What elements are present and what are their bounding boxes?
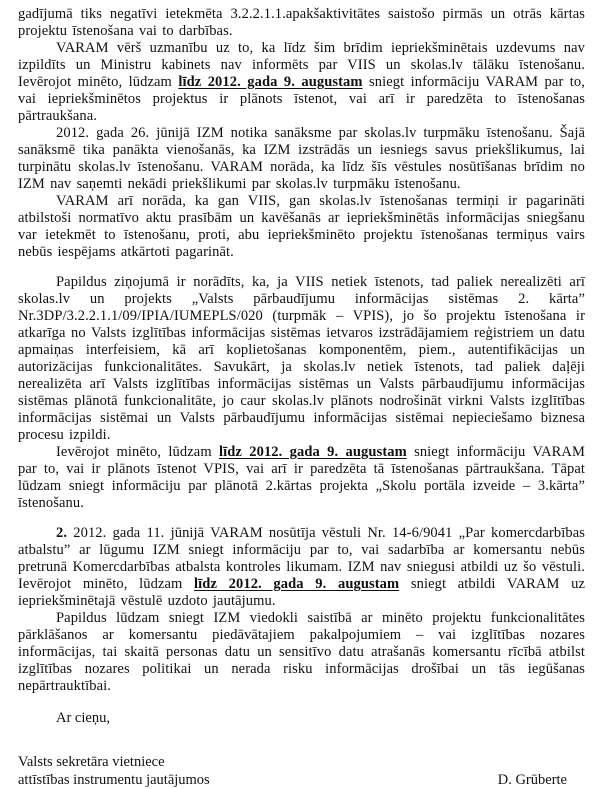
body-paragraph bbox=[18, 125, 585, 193]
text-run: sniegt informāciju VARAM par to, vai ir plānots īstenot VPIS, vai arī ir paredzēta tā īstenošanas pārtraukšana. Tāpat lūdzam sniegt informāciju par plānotā 2.kārtas projekta „Skolu portāla izveide – 3.kārta” īstenošanu. bbox=[18, 444, 585, 511]
letter-body bbox=[18, 6, 585, 695]
text-run: 2012. gada 26. jūnijā IZM notika sanāksme par skolas.lv turpmāku īstenošanu. Šajā sanāksmē tika panākta vienošanās, ka IZM izstrādās un iesniegs savus priekšlikumus, lai turpinātu skolas.lv īstenošanu. VARAM norāda, ka līdz šīs vēstules nosūtīšanas brīdim no IZM nav saņemti nekādi priekšlikumi par skolas.lv turpmāku īstenošanu. bbox=[18, 125, 585, 192]
body-paragraph bbox=[18, 610, 585, 695]
signature-title-line-1: Valsts sekretāra vietniece bbox=[18, 754, 165, 770]
signature-block bbox=[18, 753, 585, 789]
closing-salutation: Ar cieņu, bbox=[56, 710, 110, 726]
text-run: 2. bbox=[56, 525, 68, 541]
text-run: sniegt atbildi VARAM uz iepriekšminētajā vēstulē uzdoto jautājumu. bbox=[18, 576, 586, 609]
signature-title-line-2: attīstības instrumentu jautājumos bbox=[18, 772, 210, 788]
body-paragraph bbox=[18, 193, 585, 261]
text-run: Ievērojot minēto, lūdzam bbox=[56, 444, 219, 460]
body-paragraph bbox=[18, 274, 585, 444]
text-run: Papildus lūdzam sniegt IZM viedokli saistībā ar minēto projektu funkcionalitātes pārklāšanos ar komersantu piedāvātajiem pakalpojumiem – vai izglītības nozares informācijas, tai skaitā personas datu un sensitīvo datu atrašanās komersantu rīcībā atbilst izglītības nozares politikai un nerada risku informācijas drošībai un tās iegūšanas nepārtrauktībai. bbox=[18, 610, 585, 694]
deadline-emphasis-text: līdz 2012. gada 9. augustam bbox=[194, 576, 400, 592]
text-run: sniegt informāciju VARAM par to, vai iepriekšminētos projektus ir plānots īstenot, vai arī ir paredzēta to īstenošanas pārtraukšana. bbox=[18, 74, 585, 124]
text-run: 2012. gada 11. jūnijā VARAM nosūtīja vēstuli Nr. 14-6/9041 „Par komercdarbības atbalstu” ar lūgumu IZM sniegt informāciju par to, vai sadarbība ar komersantu nebūs pretrunā Komercdarbības atbalsta kontroles likumam. IZM nav sniegusi atbildi uz šo vēstuli. Ievērojot minēto, lūdzam bbox=[18, 525, 585, 592]
text-run: VARAM arī norāda, ka gan VIIS, gan skolas.lv īstenošanas termiņi ir pagarināti atbilstoši normatīvo aktu prasībām un kavēšanās ar iepriekšminētās informācijas sniegšanu var ietekmēt to īstenošanu, proti, abu iepriekšminēto projektu īstenošanas termiņus vairs nebūs iespējams atkārtoti pagarināt. bbox=[18, 193, 585, 260]
body-paragraph bbox=[18, 444, 585, 512]
deadline-emphasis-text: līdz 2012. gada 9. augustam bbox=[178, 74, 363, 90]
text-run: gadījumā tiks negatīvi ietekmēta 3.2.2.1.1.apakšaktivitātes saistošo pirmās un otrās kārtas projektu īstenošana vai to darbības. bbox=[18, 6, 585, 39]
body-paragraph bbox=[18, 40, 585, 125]
text-run: VARAM vērš uzmanību uz to, ka līdz šim brīdim iepriekšminētais uzdevums nav izpildīts un Ministru kabinets nav informēts par VIIS un skolas.lv tālāku īstenošanu. Ievērojot minēto, lūdzam bbox=[18, 40, 585, 90]
deadline-emphasis-text: līdz 2012. gada 9. augustam bbox=[219, 444, 407, 460]
body-paragraph bbox=[18, 6, 585, 40]
body-paragraph bbox=[18, 525, 585, 610]
signature-title bbox=[18, 753, 210, 789]
text-run: Papildus ziņojumā ir norādīts, ka, ja VIIS netiek īstenots, tad paliek nerealizēti arī skolas.lv un projekts „Valsts pārbaudījumu informācijas sistēmas 2. kārta” Nr.3DP/3.2.2.1.1/09/IPIA/IUMEPLS/020 (turpmāk – VPIS), jo šo projektu īstenošana ir atkarīga no Valsts izglītības informācijas sistēmas ietvaros izstrādājamiem reģistriem un datu apmaiņas interfeisiem, kā arī koplietošanas komponentēm, piem., autentifikācijas un autorizācijas funkcionalitātes. Savukārt, ja skolas.lv netiek īstenots, tad paliek daļēji nerealizēta arī Valsts izglītības informācijas sistēmas un Valsts pārbaudījumu informācijas sistēmas plānotā funkcionalitāte, jo caur skolas.lv plānots nodrošināt virkni Valsts izglītības informācijas sistēmai un Valsts pārbaudījumu informācijas sistēmai nepieciešamo biznesa procesu izpildi. bbox=[18, 274, 585, 443]
signatory-name: D. Grūberte bbox=[497, 772, 567, 788]
